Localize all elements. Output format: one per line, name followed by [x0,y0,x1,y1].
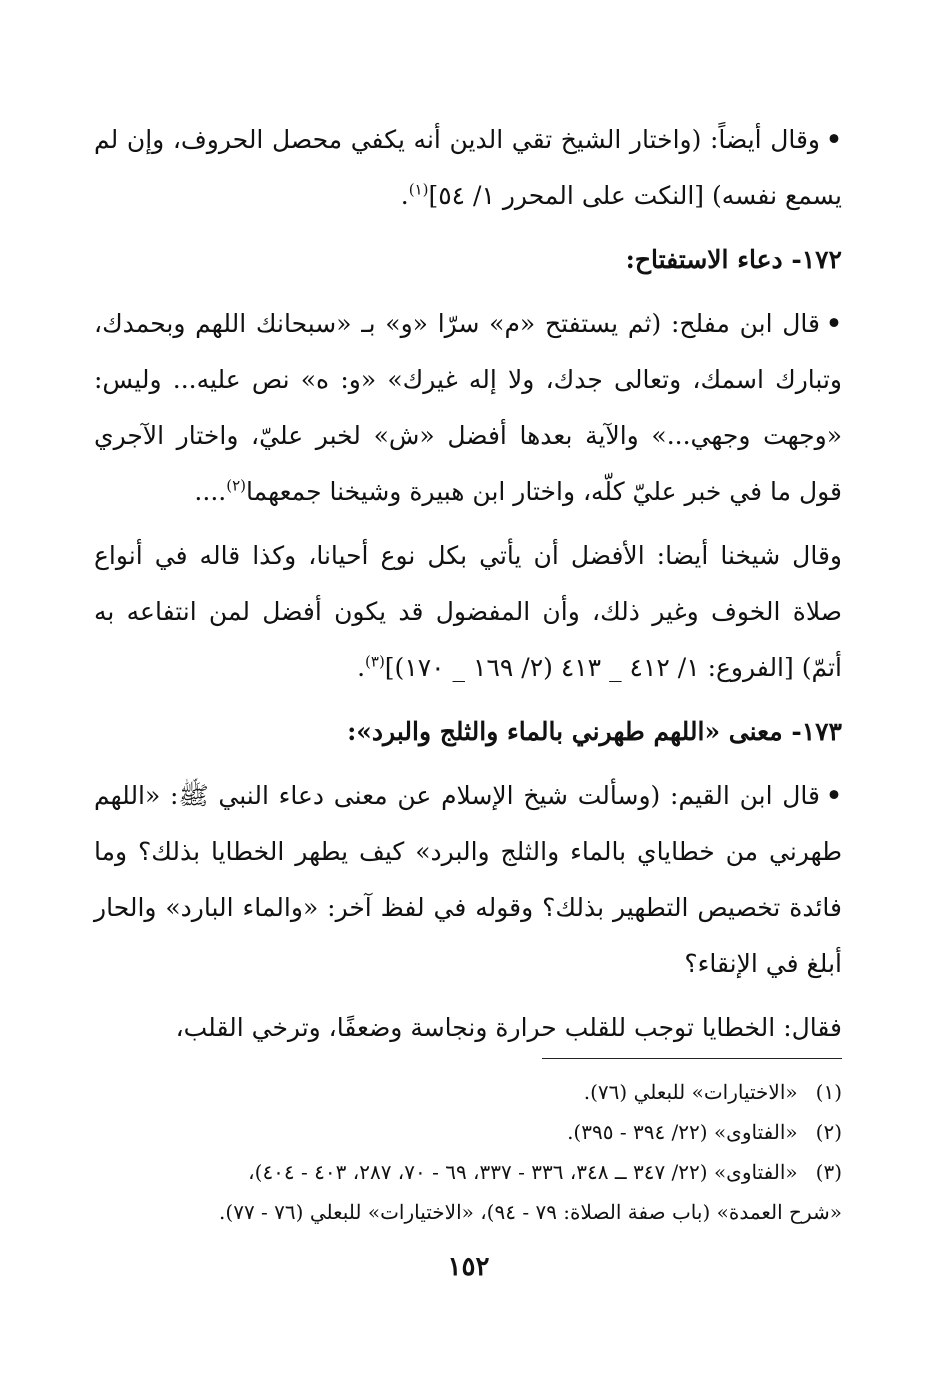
paragraph-4 [94,768,842,992]
paragraph-2-text: قال ابن مفلح: (ثم يستفتح «م» سرّا «و» بـ «سبحانك اللهم وبحمدك، وتبارك اسمك، وتعالى جدك، ولا إله غيرك» «و: ه» نص عليه... وليس: «وجهت وجهي...» والآية بعدها أفضل «ش» لخبر عليّ، واختار الآجري قول ما في خبر عليّ كلّه، واختار ابن هبيرة وشيخنا جمعهما [94,309,842,506]
paragraph-4-text: قال ابن القيم: (وسألت شيخ الإسلام عن معنى دعاء النبي ﷺ: «اللهم طهرني من خطاياي بالماء والثلج والبرد» كيف يطهر الخطايا بذلك؟ وما فائدة تخصيص التطهير بذلك؟ وقوله في لفظ آخر: «والماء البارد» والحار أبلغ في الإنقاء؟ [94,781,842,978]
paragraph-5-text: فقال: الخطايا توجب للقلب حرارة ونجاسة وضعفًا، وترخي القلب، [175,1013,842,1042]
paragraph-1 [94,112,842,224]
paragraph-3-tail: . [357,653,366,682]
footnote-3-continued: «شرح العمدة» (باب صفة الصلاة: ٧٩ - ٩٤)، «الاختيارات» للبعلي (٧٦ - ٧٧). [219,1200,842,1224]
footnote-1 [94,1072,842,1112]
paragraph-1-text: وقال أيضاً: (واختار الشيخ تقي الدين أنه يكفي محصل الحروف، وإن لم يسمع نفسه) [النكت على المحرر ١/ ٥٤] [94,125,842,210]
footnote-text: «الفتاوى» (٢٢/ ٣٩٤ - ٣٩٥). [567,1120,798,1144]
paragraph-2-tail: .... [194,477,227,506]
paragraph-1-tail: . [400,181,409,210]
footnote-ref-2: (٢) [226,476,246,495]
footnote-2 [94,1112,842,1152]
bullet-icon: • [826,309,842,338]
paragraph-2 [94,296,842,520]
paragraph-5 [94,1000,842,1056]
paragraph-3 [94,528,842,696]
section-heading-173: ١٧٣- معنى «اللهم طهرني بالماء والثلج والبرد»: [347,717,842,746]
footnote-ref-3: (٣) [365,652,385,671]
bullet-icon: • [826,125,842,154]
paragraph-3-text: وقال شيخنا أيضا: الأفضل أن يأتي بكل نوع أحيانا، وكذا قاله في أنواع صلاة الخوف وغير ذلك، وأن المفضول قد يكون أفضل لمن انتفاعه به أتمّ) [الفروع: ١/ ٤١٢ _ ٤١٣ (٢/ ١٦٩ _ ١٧٠)] [94,541,842,682]
section-heading-172: ١٧٢- دعاء الاستفتاح: [625,245,842,274]
footnote-text: «الاختيارات» للبعلي (٧٦). [583,1080,798,1104]
footnote-ref-1: (١) [408,180,429,199]
footnote-number: (٣) [815,1160,842,1184]
footnote-number: (٢) [815,1120,842,1144]
main-text [94,112,842,1056]
footnote-divider [542,1058,842,1059]
bullet-icon: • [826,781,842,810]
page-number: ١٥٢ [447,1252,490,1282]
footnotes [94,1072,842,1232]
footnote-text: «الفتاوى» (٢٢/ ٣٤٧ ــ ٣٤٨، ٣٣٦ - ٣٣٧، ٦٩ - ٧٠، ٢٨٧، ٤٠٣ - ٤٠٤)، [248,1160,798,1184]
footnote-3 [94,1152,842,1192]
footnote-number: (١) [815,1080,842,1104]
